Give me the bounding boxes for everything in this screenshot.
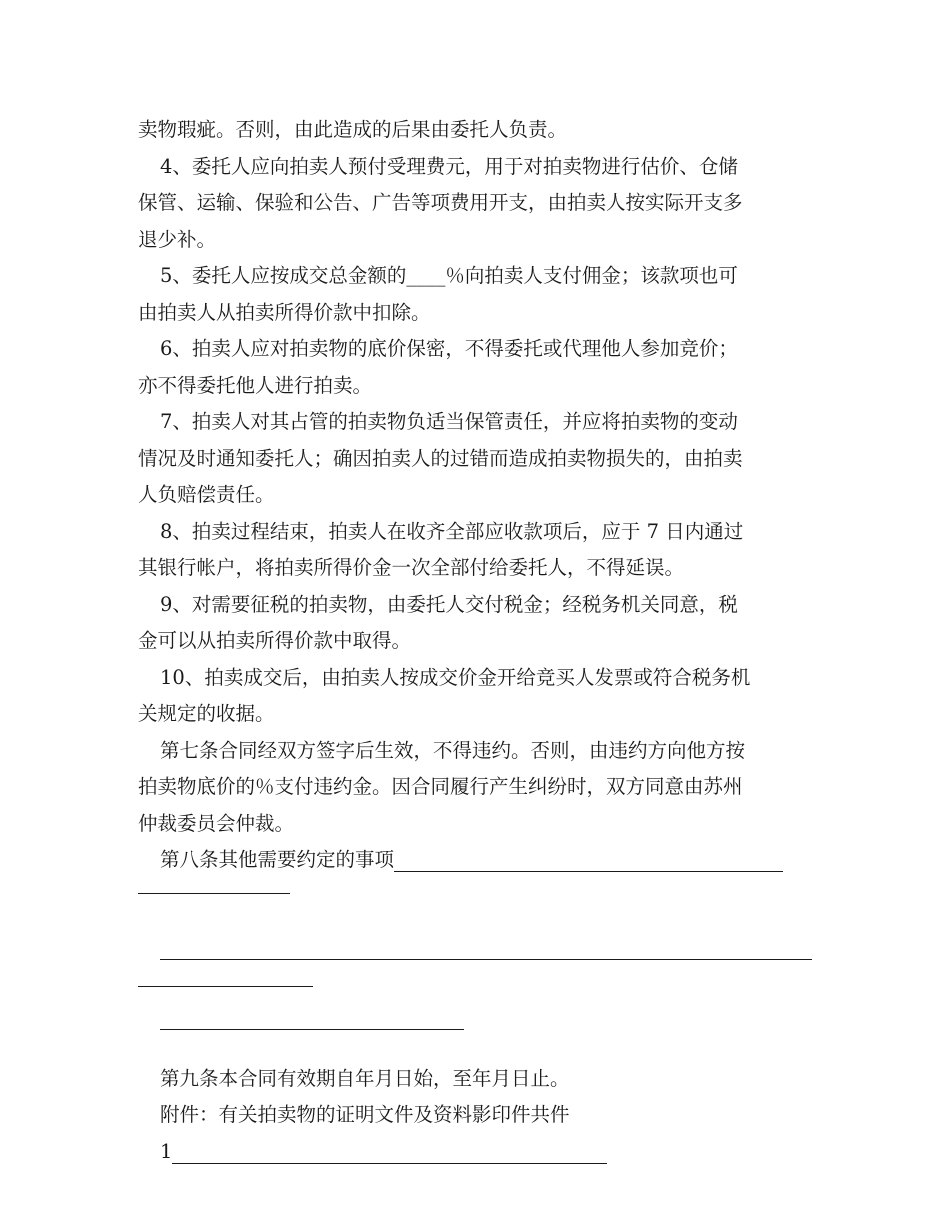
text-line: 拍卖物底价的％支付违约金。因合同履行产生纠纷时，双方同意由苏州 <box>138 775 743 798</box>
fill-in-blank <box>172 1163 607 1164</box>
text-line: 仲裁委员会仲裁。 <box>138 811 295 835</box>
clause-6: 6、拍卖人应对拍卖物的底价保密，不得委托或代理他人参加竞价； <box>160 337 738 360</box>
article-8-label: 第八条其他需要约定的事项 <box>160 848 395 871</box>
clause-10: 10、拍卖成交后，由拍卖人按成交价金开给竞买人发票或符合税务机 <box>160 665 751 689</box>
text-line: 卖物瑕疵。否则，由此造成的后果由委托人负责。 <box>138 118 568 141</box>
article-7: 第七条合同经双方签字后生效，不得违约。否则，由违约方向他方按 <box>160 738 746 762</box>
text-line: 关规定的收据。 <box>138 702 275 725</box>
clause-7: 7、拍卖人对其占管的拍卖物负适当保管责任，并应将拍卖物的变动 <box>160 410 738 433</box>
text-line: 金可以从拍卖所得价款中取得。 <box>138 629 412 652</box>
blank-line-row <box>138 893 812 931</box>
contract-page <box>138 112 812 1170</box>
article-8-line <box>138 842 812 879</box>
fill-in-blank <box>160 959 812 960</box>
fill-in-blank <box>138 893 290 894</box>
attachment-number: 1 <box>160 1139 173 1163</box>
blank-line-row <box>138 959 812 997</box>
attachment-item-1 <box>138 1134 812 1171</box>
clause-5: 5、委托人应按成交总金额的____％向拍卖人支付佣金；该款项也可 <box>160 264 738 287</box>
text-line: 退少补。 <box>138 227 217 251</box>
text-line: 由拍卖人从拍卖所得价款中扣除。 <box>138 300 431 324</box>
fill-in-blank <box>160 1029 464 1030</box>
attachment-heading: 附件：有关拍卖物的证明文件及资料影印件共件 <box>160 1103 570 1126</box>
clause-9: 9、对需要征税的拍卖物，由委托人交付税金；经税务机关同意，税 <box>160 592 738 616</box>
clause-4: 4、委托人应向拍卖人预付受理费元，用于对拍卖物进行估价、仓储 <box>160 154 738 178</box>
fill-in-blank <box>138 986 313 987</box>
text-line: 人负赔偿责任。 <box>138 483 275 506</box>
text-line: 保管、运输、保验和公告、广告等项费用开支，由拍卖人按实际开支多 <box>138 191 743 214</box>
text-line: 亦不得委托他人进行拍卖。 <box>138 373 373 397</box>
clause-8: 8、拍卖过程结束，拍卖人在收齐全部应收款项后，应于 7 日内通过 <box>160 519 744 543</box>
fill-in-blank <box>394 871 783 872</box>
article-9: 第九条本合同有效期自年月日始，至年月日止。 <box>160 1066 570 1090</box>
text-line: 其银行帐户，将拍卖所得价金一次全部付给委托人，不得延误。 <box>138 556 685 579</box>
text-line: 情况及时通知委托人；确因拍卖人的过错而造成拍卖物损失的，由拍卖 <box>138 446 743 470</box>
